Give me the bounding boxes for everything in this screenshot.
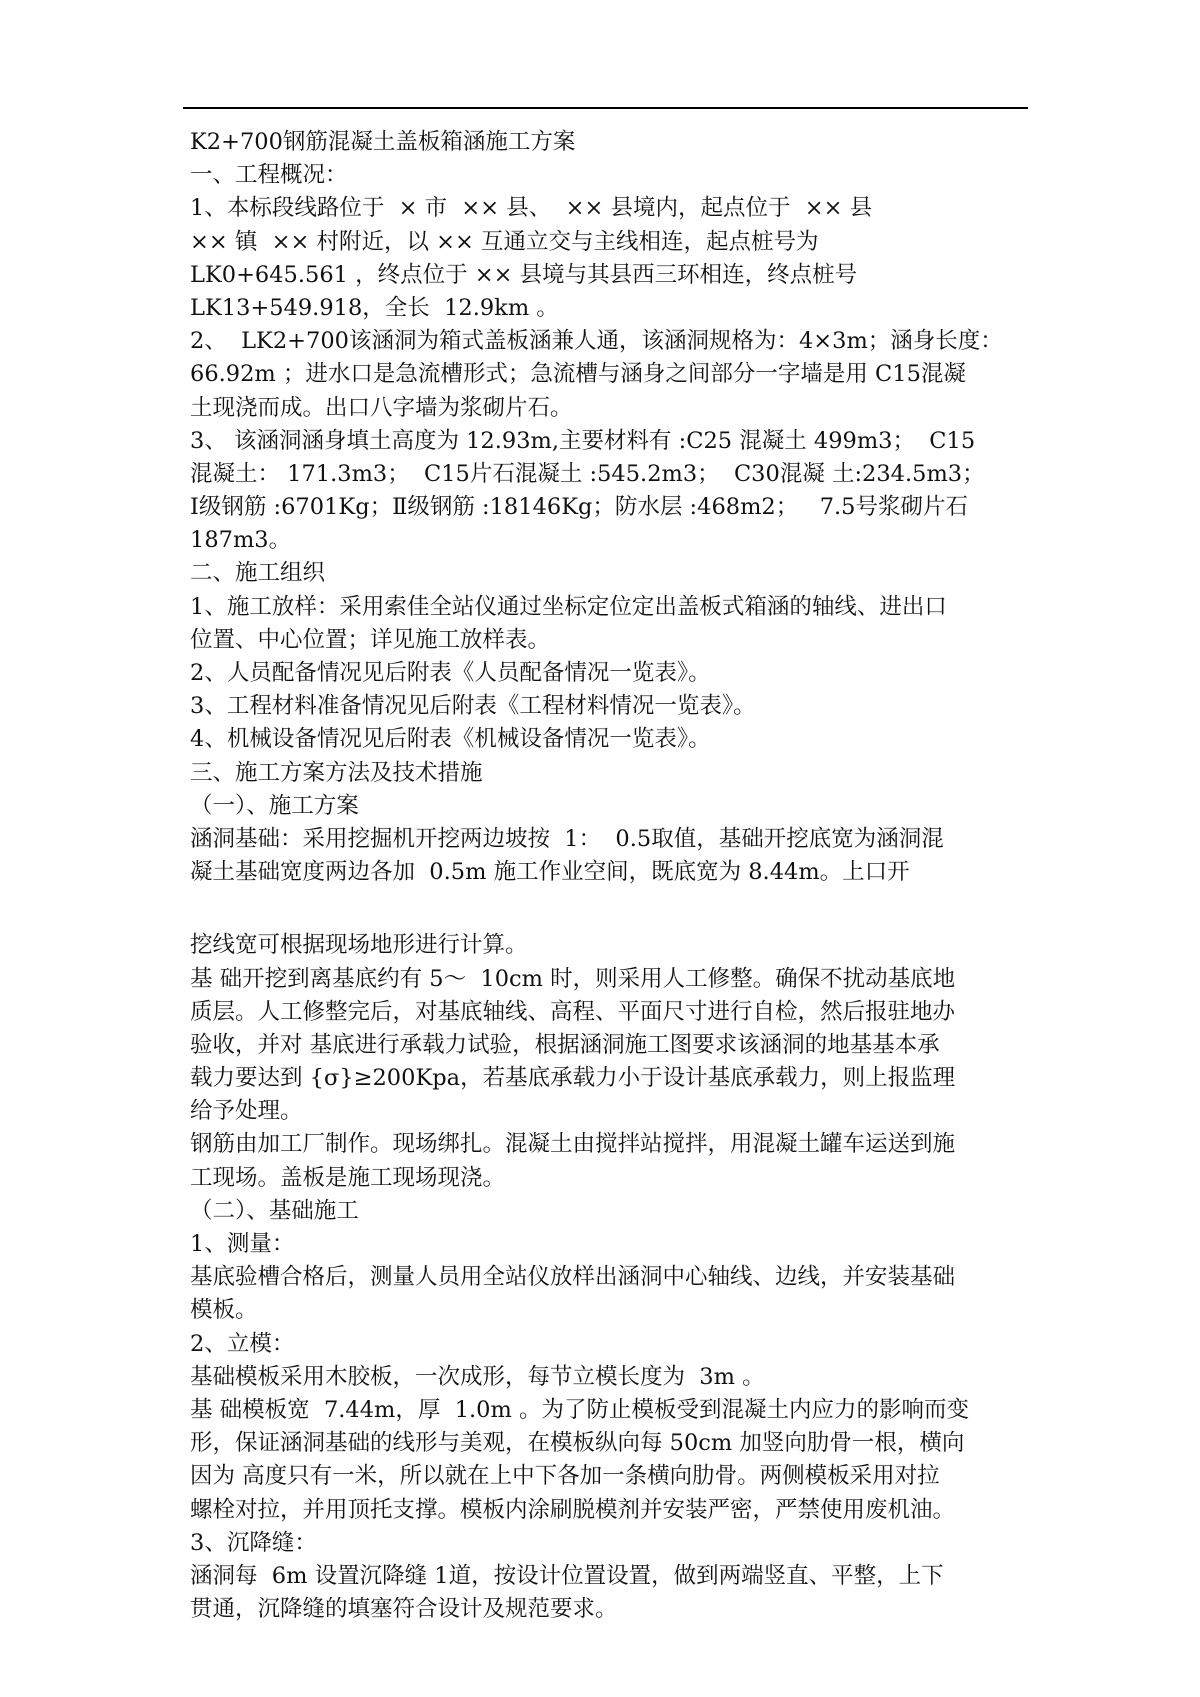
text-line: 3、沉降缝： <box>190 1529 317 1556</box>
text-line: 187m3。 <box>190 527 292 554</box>
text-line: 混凝土： 171.3m3； C15片石混凝土 :545.2m3； C30混凝 土:234.5m3； <box>190 460 985 487</box>
text-line: 一、工程概况： <box>190 162 348 189</box>
text-line: LK0+645.561 ，终点位于 ×× 县境与其县西三环相连，终点桩号 <box>190 261 858 288</box>
text-line: 模板。 <box>190 1297 258 1324</box>
text-line: 位置、中心位置；详见施工放样表。 <box>190 626 551 653</box>
document-title: K2+700钢筋混凝土盖板箱涵施工方案 <box>190 129 576 155</box>
text-line: 二、施工组织 <box>190 560 326 587</box>
text-line: 2、立模： <box>190 1330 295 1357</box>
text-line: 涵洞基础：采用挖掘机开挖两边坡按 1： 0.5取值，基础开挖底宽为涵洞混 <box>190 825 944 852</box>
text-line: 1、测量： <box>190 1231 295 1257</box>
text-line: （二）、基础施工 <box>190 1197 359 1224</box>
paragraph-block-1 <box>190 159 1028 889</box>
text-line: （一）、施工方案 <box>190 792 359 819</box>
paragraph-gap <box>190 889 1028 929</box>
text-line: 贯通，沉降缝的填塞符合设计及规范要求。 <box>190 1596 618 1623</box>
text-line: 3、工程材料准备情况见后附表《工程材料情况一览表》。 <box>190 693 756 720</box>
text-line: LK13+549.918，全长 12.9km 。 <box>190 294 559 321</box>
text-line: 1、本标段线路位于 × 市 ×× 县、 ×× 县境内，起点位于 ×× 县 <box>190 195 873 222</box>
text-line: 凝土基础宽度两边各加 0.5m 施工作业空间，既底宽为 8.44m。上口开 <box>190 859 910 886</box>
text-line: 2、 LK2+700该涵洞为箱式盖板涵兼人通，该涵洞规格为：4×3m；涵身长度： <box>190 328 1003 355</box>
text-line: 因为 高度只有一米，所以就在上中下各加一条横向肋骨。两侧模板采用对拉 <box>190 1463 940 1490</box>
text-line: 螺栓对拉，并用顶托支撑。模板内涂刷脱模剂并安装严密，严禁使用废机油。 <box>190 1496 956 1523</box>
paragraph-block-2 <box>190 929 1028 1626</box>
text-line: 给予处理。 <box>190 1098 303 1125</box>
text-line: 2、人员配备情况见后附表《人员配备情况一览表》。 <box>190 660 711 686</box>
text-line: 66.92m ；进水口是急流槽形式；急流槽与涵身之间部分一字墙是用 C15混凝 <box>190 361 966 388</box>
text-line: 钢筋由加工厂制作。现场绑扎。混凝土由搅拌站搅拌，用混凝土罐车运送到施 <box>190 1131 956 1158</box>
text-line: Ⅰ级钢筋 :6701Kg；Ⅱ级钢筋 :18146Kg；防水层 :468m2； 7.5号浆砌片石 <box>190 494 968 521</box>
text-line: 工现场。盖板是施工现场现浇。 <box>190 1164 506 1191</box>
text-line: 挖线宽可根据现场地形进行计算。 <box>190 932 528 959</box>
text-line: 基 础模板宽 7.44m，厚 1.0m 。为了防止模板受到混凝土内应力的影响而变 <box>190 1396 969 1423</box>
text-line: 质层。人工修整完后，对基底轴线、高程、平面尺寸进行自检，然后报驻地办 <box>190 998 956 1025</box>
text-line: 验收，并对 基底进行承载力试验，根据涵洞施工图要求该涵洞的地基基本承 <box>190 1031 940 1058</box>
text-line: 基底验槽合格后，测量人员用全站仪放样出涵洞中心轴线、边线，并安装基础 <box>190 1264 956 1291</box>
text-line: 载力要达到 {σ}≥200Kpa，若基底承载力小于设计基底承载力，则上报监理 <box>190 1065 956 1092</box>
text-line: 基础模板采用木胶板，一次成形，每节立模长度为 3m 。 <box>190 1363 765 1390</box>
text-line: 土现浇而成。出口八字墙为浆砌片石。 <box>190 394 573 421</box>
document-body <box>190 126 1028 1626</box>
header-rule <box>183 107 1028 109</box>
text-line: 涵洞每 6m 设置沉降缝 1道，按设计位置设置，做到两端竖直、平整，上下 <box>190 1562 944 1589</box>
text-line: 4、机械设备情况见后附表《机械设备情况一览表》。 <box>190 726 711 753</box>
text-line: 形，保证涵洞基础的线形与美观，在模板纵向每 50cm 加竖向肋骨一根，横向 <box>190 1430 965 1457</box>
text-line: 基 础开挖到离基底约有 5～ 10cm 时，则采用人工修整。确保不扰动基底地 <box>190 965 956 992</box>
text-line: 3、 该涵洞涵身填土高度为 12.93m,主要材料有 :C25 混凝土 499m3； C15 <box>190 427 976 454</box>
text-line: 三、施工方案方法及技术措施 <box>190 759 483 786</box>
text-line: ×× 镇 ×× 村附近，以 ×× 互通立交与主线相连，起点桩号为 <box>190 228 819 255</box>
text-line: 1、施工放样：采用索佳全站仪通过坐标定位定出盖板式箱涵的轴线、进出口 <box>190 593 947 620</box>
